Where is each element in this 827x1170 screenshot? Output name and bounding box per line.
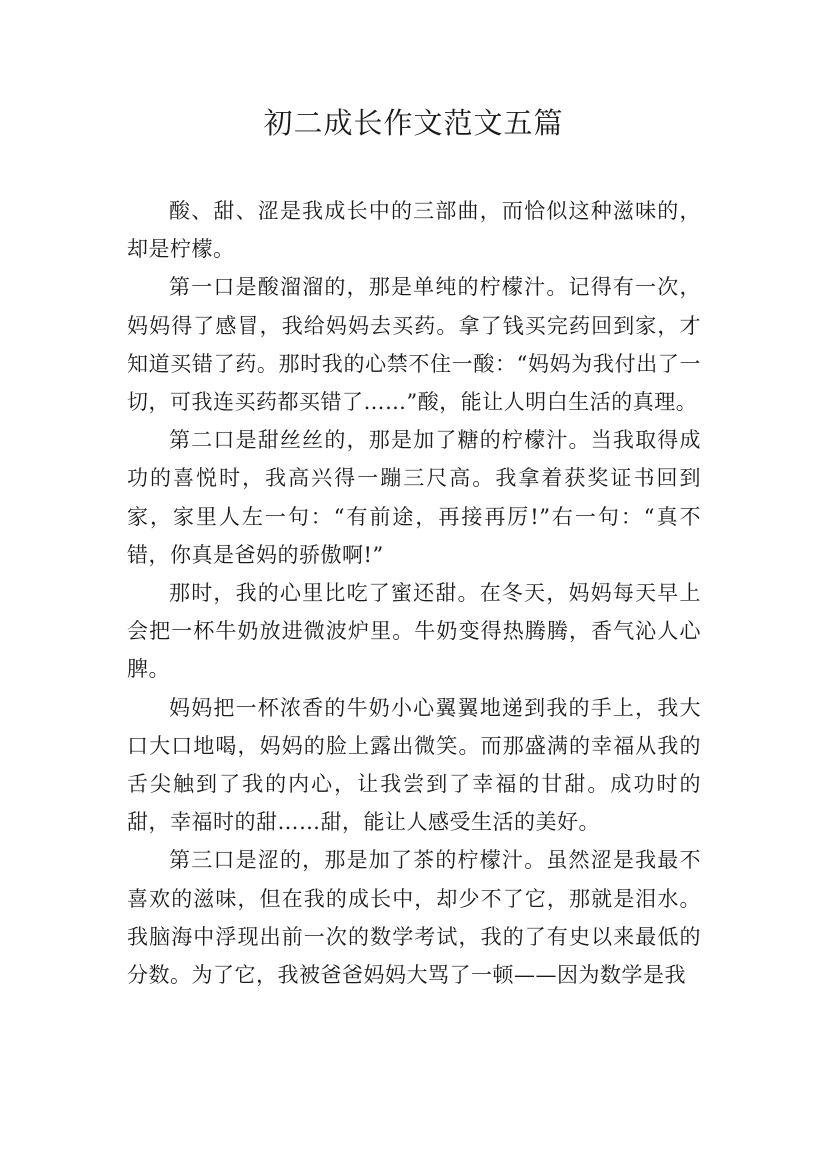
paragraph-3: 第二口是甜丝丝的，那是加了糖的柠檬汁。当我取得成功的喜悦时，我高兴得一蹦三尺高。我拿着获奖证书回到家，家里人左一句：“有前途，再接再厉!”右一句：“真不错，你真是爸妈的骄傲啊!” xyxy=(127,428,701,567)
document-body xyxy=(127,192,701,994)
paragraph-2: 第一口是酸溜溜的，那是单纯的柠檬汁。记得有一次，妈妈得了感冒，我给妈妈去买药。拿了钱买完药回到家，才知道买错了药。那时我的心禁不住一酸：“妈妈为我付出了一切，可我连买药都买错了……”酸，能让人明白生活的真理。 xyxy=(127,275,701,415)
paragraph-4: 那时，我的心里比吃了蜜还甜。在冬天，妈妈每天早上会把一杯牛奶放进微波炉里。牛奶变得热腾腾，香气沁人心脾。 xyxy=(127,581,701,682)
paragraph-6: 第三口是涩的，那是加了茶的柠檬汁。虽然涩是我最不喜欢的滋味，但在我的成长中，却少不了它，那就是泪水。我脑海中浮现出前一次的数学考试，我的了有史以来最低的分数。为了它，我被爸爸妈妈大骂了一顿——因为数学是我 xyxy=(127,848,701,988)
paragraph-1: 酸、甜、涩是我成长中的三部曲，而恰似这种滋味的，却是柠檬。 xyxy=(127,199,701,262)
document-title: 初二成长作文范文五篇 xyxy=(263,106,564,140)
paragraph-5: 妈妈把一杯浓香的牛奶小心翼翼地递到我的手上，我大口大口地喝，妈妈的脸上露出微笑。而那盛满的幸福从我的舌尖触到了我的内心，让我尝到了幸福的甘甜。成功时的甜，幸福时的甜……甜，能让人感受生活的美好。 xyxy=(127,695,701,835)
